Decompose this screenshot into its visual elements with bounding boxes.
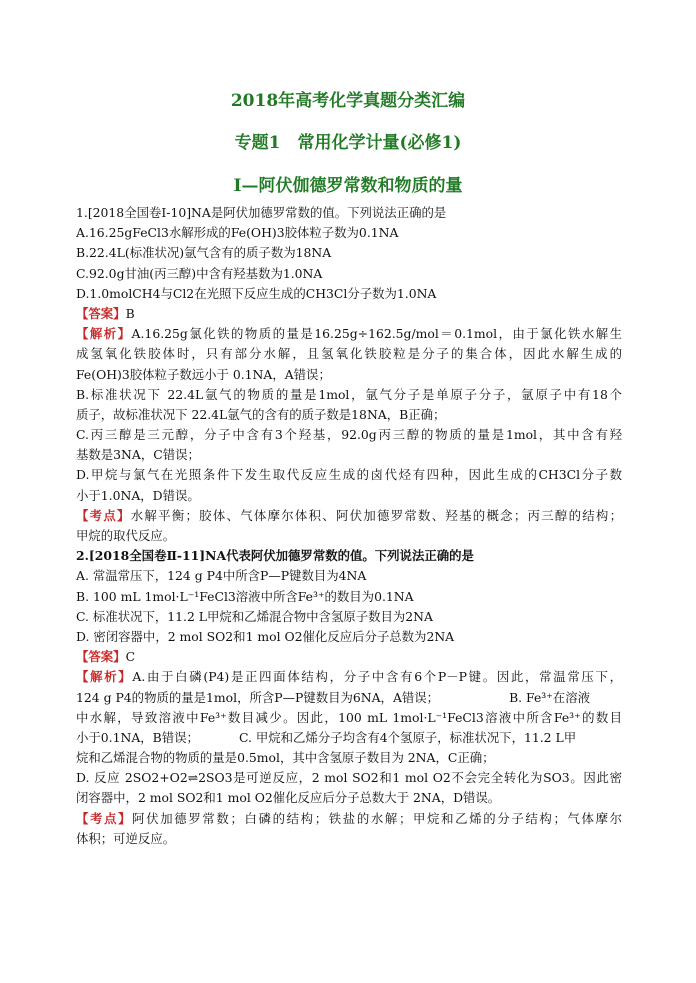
point-tag: 【考点】: [76, 810, 133, 826]
q2-stem: 2.[2018全国卷Ⅱ-11]NA代表阿伏加德罗常数的值。下列说法正确的是: [76, 548, 474, 564]
q2-option-d: D. 密闭容器中，2 mol SO2和1 mol O2催化反应后分子总数为2NA: [76, 628, 455, 644]
q1-point-line: 甲烷的取代反应。: [76, 528, 176, 543]
q2-analysis-line: 小于0.1NA，B错误； C. 甲烷和乙烯分子均含有4个氢原子，标准状况下，11.2 L甲: [76, 729, 577, 745]
section-heading: Ⅰ—阿伏伽德罗常数和物质的量: [233, 176, 463, 196]
q2-answer: [76, 647, 622, 667]
q2-analysis-line: 124 g P4的物质的量是1mol，所含P—P键数目为6NA，A错误； B. Fe³⁺在溶液: [76, 689, 590, 705]
q2-option-a: A. 常温常压下，124 g P4中所含P—P键数目为4NA: [76, 568, 367, 584]
q1-analysis-line: C.丙三醇是三元醇，分子中含有3个羟基，92.0g丙三醇的物质的量是1mol，其中含有羟: [76, 427, 622, 443]
q2-option-c: C. 标准状况下，11.2 L甲烷和乙烯混合物中含氢原子数目为2NA: [76, 608, 433, 624]
q2-option-b: B. 100 mL 1mol·L⁻¹FeCl3溶液中所含Fe³⁺的数目为0.1NA: [76, 588, 414, 604]
q1-stem: 1.[2018全国卷Ⅰ-10]NA是阿伏加德罗常数的值。下列说法正确的是: [76, 205, 447, 220]
q1-analysis-line: 成氢氧化铁胶体时，只有部分水解，且氢氧化铁胶粒是分子的集合体，因此水解生成的: [76, 346, 622, 362]
q1-analysis-line: 【解析】A.16.25g氯化铁的物质的量是16.25g÷162.5g/mol＝0.1mol，由于氯化铁水解生: [76, 326, 623, 342]
q1-option-d: D.1.0molCH4与Cl2在光照下反应生成的CH3Cl分子数为1.0NA: [76, 285, 437, 301]
q1-point-line: 【考点】水解平衡；胶体、气体摩尔体积、阿伏加德罗常数、羟基的概念；丙三醇的结构；: [76, 507, 623, 523]
q2-analysis-line: 烷和乙烯混合物的物质的量是0.5mol，其中含氢原子数目为 2NA，C正确；: [76, 750, 495, 766]
q2-analysis-line: 中水解，导致溶液中Fe³⁺数目减少。因此，100 mL 1mol·L⁻¹FeCl3溶液中所含Fe³⁺的数目: [76, 709, 622, 725]
topic-subtitle: 专题1 常用化学计量(必修1): [234, 133, 462, 153]
analysis-tag: 【解析】: [76, 326, 132, 342]
document-title: 2018年高考化学真题分类汇编: [230, 91, 466, 111]
q1-analysis-line: B.标准状况下 22.4L氩气的物质的量是1mol，氩气分子是单原子分子，氩原子中有18个: [76, 386, 622, 402]
q1-analysis-line: 小于1.0NA，D错误。: [76, 487, 200, 503]
q2-analysis-line: D. 反应 2SO2+O2⇌2SO3是可逆反应，2 mol SO2和1 mol O2不会完全转化为SO3。因此密: [76, 770, 622, 786]
q2-point-line: 体积；可逆反应。: [76, 830, 176, 846]
document-body: [76, 203, 622, 849]
q1-analysis-line: 质子，故标准状况下 22.4L氩气的含有的质子数是18NA，B正确；: [76, 406, 446, 422]
answer-value: C: [125, 649, 136, 665]
q1-option-b: B.22.4L(标准状况)氩气含有的质子数为18NA: [76, 245, 332, 261]
q1-analysis-line: Fe(OH)3胶体粒子数远小于 0.1NA，A错误；: [76, 366, 331, 382]
point-tag: 【考点】: [76, 507, 131, 523]
q2-analysis-line: 闭容器中，2 mol SO2和1 mol O2催化反应后分子总数大于 2NA，D错误。: [76, 790, 501, 806]
analysis-tag: 【解析】: [76, 669, 133, 685]
q1-option-c: C.92.0g甘油(丙三醇)中含有羟基数为1.0NA: [76, 265, 323, 281]
answer-tag: 【答案】: [76, 649, 126, 665]
q1-analysis-line: D.甲烷与氯气在光照条件下发生取代反应生成的卤代烃有四种，因此生成的CH3Cl分子数: [76, 467, 622, 483]
q1-answer: [76, 304, 622, 324]
answer-tag: 【答案】: [76, 305, 126, 321]
answer-value: B: [125, 305, 135, 321]
q1-analysis-line: 基数是3NA，C错误；: [76, 447, 200, 463]
q2-point-line: 【考点】阿伏加德罗常数；白磷的结构；铁盐的水解；甲烷和乙烯的分子结构；气体摩尔: [76, 810, 623, 826]
q1-option-a: A.16.25gFeCl3水解形成的Fe(OH)3胶体粒子数为0.1NA: [76, 225, 399, 241]
q2-analysis-line: 【解析】A.由于白磷(P4)是正四面体结构，分子中含有6个P－P键。因此，常温常压下，: [76, 669, 622, 685]
